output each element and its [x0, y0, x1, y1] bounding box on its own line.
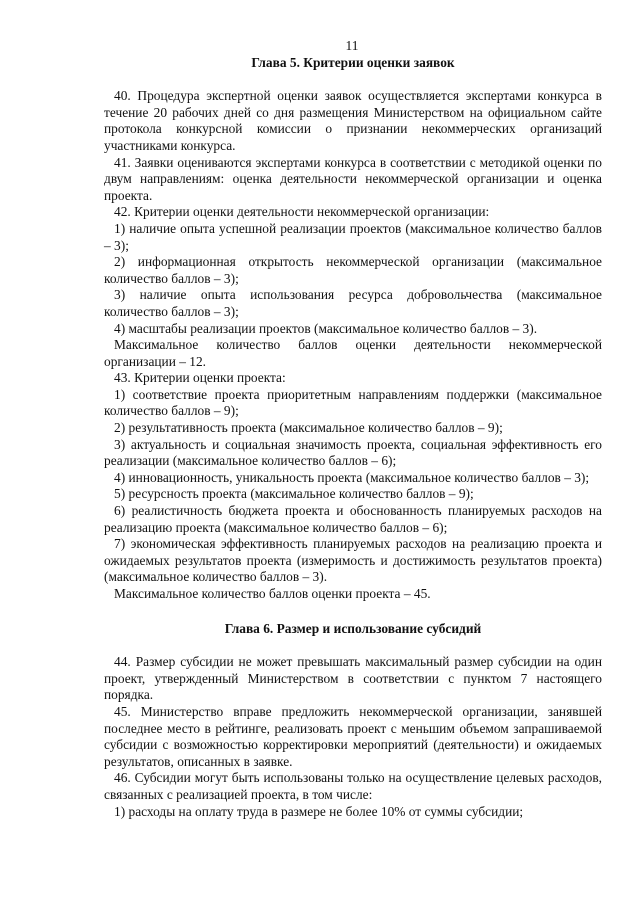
list-item: 1) расходы на оплату труда в размере не более 10% от суммы субсидии; — [114, 803, 524, 819]
page-number: 11 — [345, 38, 359, 53]
paragraph: 46. Субсидии могут быть использованы только на осуществление целевых расходов, связанных с реализацией проекта, в том числе: — [104, 770, 602, 802]
chapter-6-body — [104, 654, 602, 820]
paragraph: 40. Процедура экспертной оценки заявок осуществляется экспертами конкурса в течение 20 рабочих дней со дня размещения Министерством на официальном сайте протокола конкурсной комиссии о признании некоммерческих организаций участниками конкурса. — [104, 88, 602, 153]
chapter-5-title: Глава 5. Критерии оценки заявок — [251, 54, 455, 70]
paragraph: Максимальное количество баллов оценки проекта – 45. — [114, 586, 431, 601]
chapter-6-title: Глава 6. Размер и использование субсидий — [224, 620, 482, 636]
list-item: 2) результативность проекта (максимальное количество баллов – 9); — [114, 420, 503, 436]
list-item: 6) реалистичность бюджета проекта и обоснованность планируемых расходов на реализацию проекта (максимальное количество баллов – 6); — [104, 503, 602, 535]
paragraph: Максимальное количество баллов оценки деятельности некоммерческой организации – 12. — [104, 337, 602, 369]
paragraph: 44. Размер субсидии не может превышать максимальный размер субсидии на один проект, утвержденный Министерством в соответствии с пунктом 7 настоящего порядка. — [104, 654, 602, 703]
list-item: 7) экономическая эффективность планируемых расходов на реализацию проекта и ожидаемых результатов проекта (измеримость и достижимость результатов проекта) (максимальное количество баллов – 3). — [104, 536, 602, 585]
list-item: 4) масштабы реализации проектов (максимальное количество баллов – 3). — [114, 320, 538, 336]
list-item: 4) инновационность, уникальность проекта (максимальное количество баллов – 3); — [114, 469, 590, 485]
paragraph: 43. Критерии оценки проекта: — [114, 370, 286, 386]
paragraph: 41. Заявки оцениваются экспертами конкурса в соответствии с методикой оценки по двум направлениям: оценка деятельности некоммерческой организации и оценка проекта. — [104, 154, 602, 203]
paragraph: 45. Министерство вправе предложить некоммерческой организации, занявшей последнее место в рейтинге, реализовать проект с меньшим объемом запрашиваемой субсидии с возможностью корректировки мероприятий (деятельности) и ожидаемых результатов, описанных в заявке. — [104, 703, 602, 769]
list-item: 1) наличие опыта успешной реализации проектов (максимальное количество баллов – 3); — [104, 220, 602, 253]
list-item: 2) информационная открытость некоммерческой организации (максимальное количество баллов – 3); — [104, 254, 602, 286]
list-item: 3) актуальность и социальная значимость проекта, социальная эффективность его реализации (максимальное количество баллов – 6); — [104, 436, 602, 469]
list-item: 5) ресурсность проекта (максимальное количество баллов – 9); — [114, 486, 474, 502]
list-item: 3) наличие опыта использования ресурса добровольчества (максимальное количество баллов – 3); — [104, 287, 602, 319]
paragraph: 42. Критерии оценки деятельности некоммерческой организации: — [114, 204, 490, 220]
chapter-5-body — [104, 88, 602, 602]
list-item: 1) соответствие проекта приоритетным направлениям поддержки (максимальное количество баллов – 9); — [104, 386, 602, 419]
